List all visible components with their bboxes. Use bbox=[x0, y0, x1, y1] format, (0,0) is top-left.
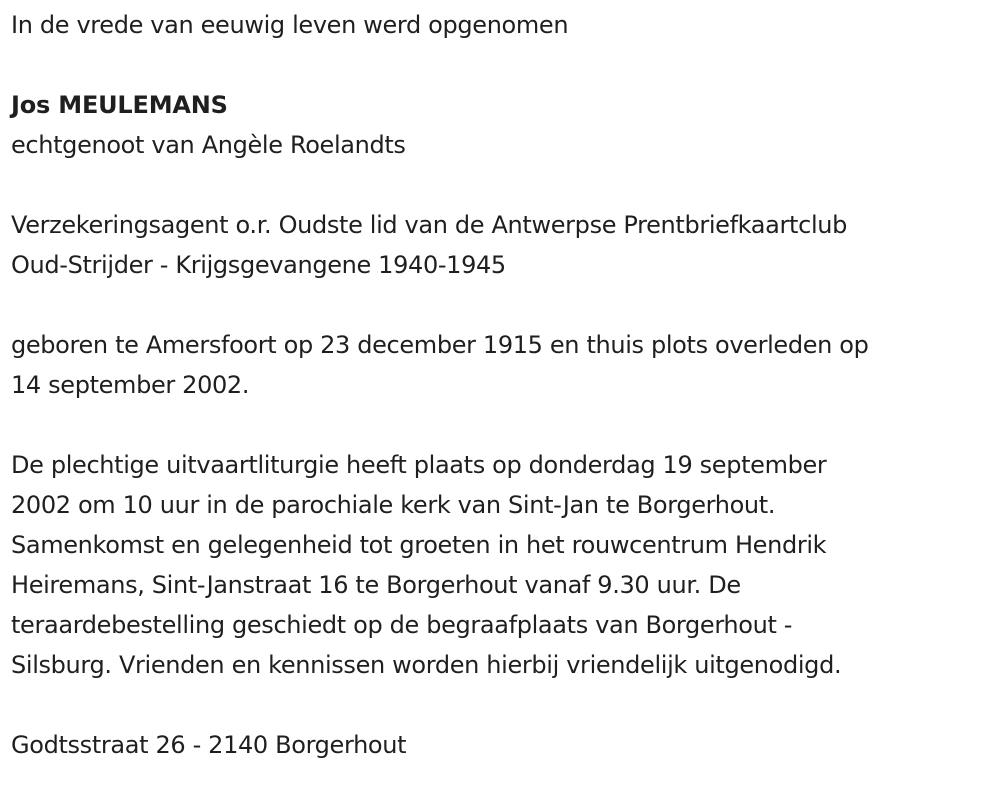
funeral-line: teraardebestelling geschiedt op de begraafplaats van Borgerhout - bbox=[11, 611, 793, 639]
occupation-line: Verzekeringsagent o.r. Oudste lid van de Antwerpse Prentbriefkaartclub bbox=[11, 211, 848, 239]
funeral-line: Samenkomst en gelegenheid tot groeten in het rouwcentrum Hendrik bbox=[11, 531, 827, 559]
birth-death-line: geboren te Amersfoort op 23 december 1915 en thuis plots overleden op bbox=[11, 331, 869, 359]
address-text: Godtsstraat 26 - 2140 Borgerhout bbox=[11, 731, 407, 759]
funeral-line: 2002 om 10 uur in de parochiale kerk van Sint-Jan te Borgerhout. bbox=[11, 491, 776, 519]
occupation-line: Oud-Strijder - Krijgsgevangene 1940-1945 bbox=[11, 251, 506, 279]
spacer bbox=[11, 405, 996, 445]
funeral-line: Silsburg. Vrienden en kennissen worden hierbij vriendelijk uitgenodigd. bbox=[11, 651, 842, 679]
spacer bbox=[11, 45, 996, 85]
spacer bbox=[11, 685, 996, 725]
spacer bbox=[11, 165, 996, 205]
intro-text: In de vrede van eeuwig leven werd opgenomen bbox=[11, 11, 569, 39]
birth-death-line: 14 september 2002. bbox=[11, 371, 250, 399]
obituary-notice bbox=[11, 0, 996, 765]
spouse-text: echtgenoot van Angèle Roelandts bbox=[11, 131, 406, 159]
deceased-name: Jos MEULEMANS bbox=[11, 91, 228, 119]
funeral-line: Heiremans, Sint-Janstraat 16 te Borgerhout vanaf 9.30 uur. De bbox=[11, 571, 741, 599]
funeral-line: De plechtige uitvaartliturgie heeft plaats op donderdag 19 september bbox=[11, 451, 827, 479]
spacer bbox=[11, 285, 996, 325]
